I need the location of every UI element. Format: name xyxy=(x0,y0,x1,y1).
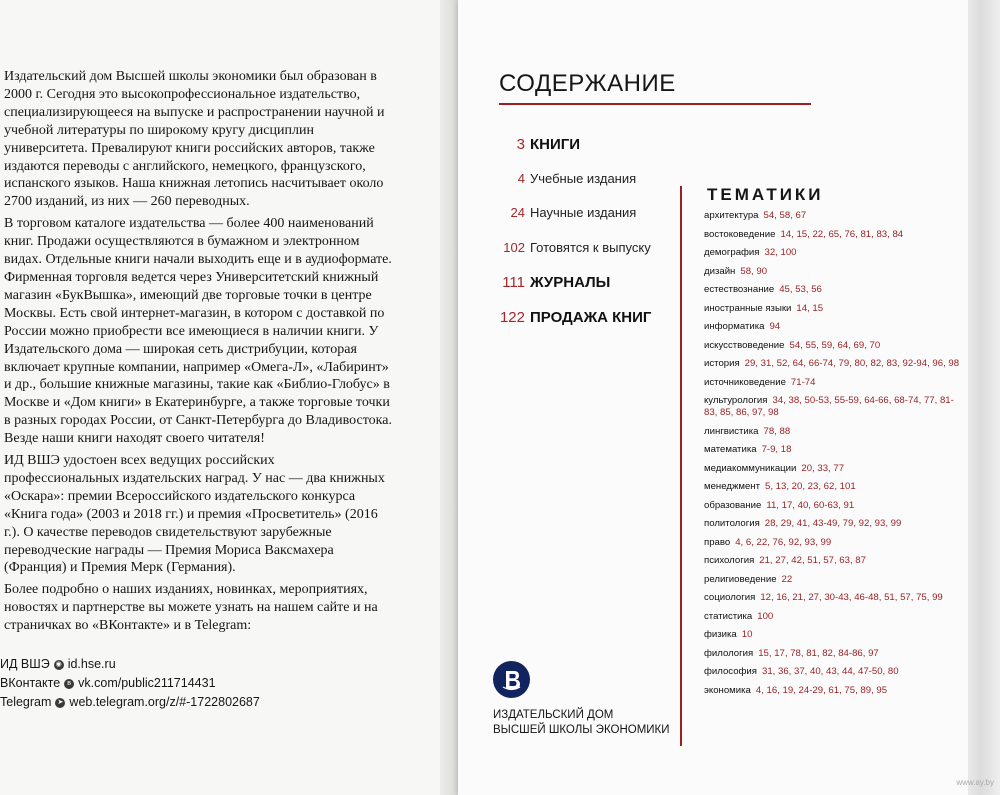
theme-item[interactable] xyxy=(704,481,964,493)
theme-label: лингвистика xyxy=(704,425,759,437)
book-gutter xyxy=(440,0,458,795)
publisher-line-2: ВЫСШЕЙ ШКОЛЫ ЭКОНОМИКИ xyxy=(493,724,670,736)
theme-item[interactable] xyxy=(704,229,964,241)
theme-pages: 58, 90 xyxy=(740,265,768,277)
theme-label: история xyxy=(704,358,740,369)
theme-item[interactable] xyxy=(704,321,964,333)
toc-page-number: 111 xyxy=(502,274,525,291)
theme-label: искусствоведение xyxy=(704,339,785,351)
theme-label: политология xyxy=(704,518,760,529)
theme-pages: 54, 55, 59, 64, 69, 70 xyxy=(789,339,881,351)
theme-item[interactable] xyxy=(704,685,964,697)
theme-label: статистика xyxy=(704,610,753,622)
vk-icon: в xyxy=(64,679,74,689)
theme-item[interactable] xyxy=(704,463,964,475)
toc-label: Научные издания xyxy=(530,205,637,220)
theme-pages: 34, 38, 50-53, 55-59, 64-66, 68-74, 77, 81-83, 85, 86, 97, 98 xyxy=(704,395,954,418)
theme-pages: 15, 17, 78, 81, 82, 84-86, 97 xyxy=(758,647,879,659)
theme-pages: 100 xyxy=(757,610,774,622)
theme-item[interactable] xyxy=(704,574,964,586)
intro-text xyxy=(4,68,392,639)
theme-item[interactable] xyxy=(704,377,964,389)
toc-label: Готовятся к выпуску xyxy=(530,239,651,255)
left-page xyxy=(0,0,440,795)
intro-paragraph-4: Более подробно о наших изданиях, новинках, мероприятиях, новостях и партнерстве вы можете узнать на нашем сайте и на страничках во «ВКонтакте» и в Telegram: xyxy=(4,582,378,634)
watermark: www.ay.by xyxy=(956,778,994,787)
intro-paragraph-1: Издательский дом Высшей школы экономики был образован в 2000 г. Сегодня это высокопрофессиональное издательство, специализирующееся на выпуске и распространении научной и учебной литературы по широкому кругу дисциплин университета. Превалируют книги российских авторов, также издаются переводы с английского, немецкого, французского, испанского языков. Наша книжная летопись насчитывает около 2700 изданий, из них — 260 переводных. xyxy=(4,69,385,210)
toc-page-number: 4 xyxy=(517,170,525,186)
theme-pages: 71-74 xyxy=(790,376,816,388)
theme-label: дизайн xyxy=(704,265,736,277)
contact-label: Telegram xyxy=(0,695,52,709)
theme-label: источниковедение xyxy=(704,376,786,388)
toc-label: ПРОДАЖА КНИГ xyxy=(530,308,652,326)
themes-list xyxy=(704,210,964,703)
theme-pages: 21, 27, 42, 51, 57, 63, 87 xyxy=(759,555,866,566)
theme-pages: 20, 33, 77 xyxy=(801,462,845,474)
themes-divider xyxy=(680,186,682,746)
intro-paragraph-2: В торговом каталоге издательства — более 400 наименований книг. Продажи осуществляются в бумажном и электронном видах. Отдельные книги начали выходить еще и в аудиоформате. Фирменная торговля ведется через Университетский книжный магазин «БукВышка», имеющий две торговые точки в центре Москвы. Есть свой интернет-магазин, в котором с доставкой по России можно приобрести все имеющиеся в наличии книги. У Издательского дома — широкая сеть дистрибуции, которая включает крупные компании, например «Омега-Л», «Лабиринт» и др., большие книжные магазины, такие как «Библио-Глобус» в Москве и «Дом книги» в Екатеринбурге, а также торговые точки в разных городах России, от Санкт-Петербурга до Владивостока. Везде наши книги находят своего читателя! xyxy=(4,216,392,447)
theme-label: философия xyxy=(704,666,757,677)
theme-pages: 94 xyxy=(769,321,781,332)
theme-item[interactable] xyxy=(704,537,964,549)
theme-item[interactable] xyxy=(704,284,964,296)
intro-paragraph-3: ИД ВШЭ удостоен всех ведущих российских профессиональных издательских наград. У нас — два книжных «Оскара»: премии Всероссийского издательского конкурса «Книга года» (2003 и 2018 гг.) и премия «Просветитель» (2016 г.). О качестве переводов свидетельствуют зарубежные переводческие награды — Премия Мориса Ваксмахера (Франция) и Премия Мерк (Германия). xyxy=(4,453,385,576)
theme-label: иностранные языки xyxy=(704,302,792,314)
toc-title: СОДЕРЖАНИЕ xyxy=(499,70,676,97)
theme-item[interactable] xyxy=(704,395,964,419)
theme-pages: 14, 15 xyxy=(796,302,824,314)
theme-label: естествознание xyxy=(704,284,775,295)
theme-item[interactable] xyxy=(704,266,964,278)
theme-item[interactable] xyxy=(704,518,964,530)
theme-pages: 11, 17, 40, 60-63, 91 xyxy=(766,499,855,511)
theme-label: психология xyxy=(704,555,755,566)
theme-item[interactable] xyxy=(704,303,964,315)
theme-pages: 5, 13, 20, 23, 62, 101 xyxy=(765,481,856,492)
toc-page-number: 3 xyxy=(516,136,525,153)
theme-pages: 45, 53, 56 xyxy=(779,284,822,295)
theme-item[interactable] xyxy=(704,247,964,259)
page-edge xyxy=(968,0,1000,795)
theme-pages: 22 xyxy=(781,573,793,585)
theme-label: социология xyxy=(704,592,756,603)
toc-page-number: 24 xyxy=(510,205,525,220)
theme-item[interactable] xyxy=(704,426,964,438)
vk-link[interactable]: vk.com/public211714431 xyxy=(78,676,216,690)
theme-pages: 12, 16, 21, 27, 30-43, 46-48, 51, 57, 75, 99 xyxy=(760,592,943,603)
theme-label: физика xyxy=(704,629,737,640)
theme-pages: 10 xyxy=(741,629,753,640)
theme-label: менеджмент xyxy=(704,481,760,492)
theme-item[interactable] xyxy=(704,340,964,352)
theme-item[interactable] xyxy=(704,592,964,604)
telegram-link[interactable]: web.telegram.org/z/#-1722802687 xyxy=(69,695,260,709)
toc-label: ЖУРНАЛЫ xyxy=(530,274,611,291)
theme-label: медиакоммуникации xyxy=(704,462,797,474)
theme-label: экономика xyxy=(704,684,751,696)
theme-item[interactable] xyxy=(704,210,964,222)
contact-label: ВКонтакте xyxy=(0,676,61,690)
theme-item[interactable] xyxy=(704,611,964,623)
theme-label: математика xyxy=(704,444,757,455)
theme-item[interactable] xyxy=(704,555,964,567)
theme-item[interactable] xyxy=(704,666,964,678)
theme-item[interactable] xyxy=(704,500,964,512)
hse-logo-icon xyxy=(493,661,530,698)
contact-row-website xyxy=(0,655,260,674)
contact-row-telegram xyxy=(0,693,260,712)
toc-label: Учебные издания xyxy=(530,170,637,186)
contact-label: ИД ВШЭ xyxy=(0,657,50,671)
toc-page-number: 122 xyxy=(499,308,525,326)
toc-label: КНИГИ xyxy=(530,136,581,153)
theme-label: архитектура xyxy=(704,210,759,221)
theme-item[interactable] xyxy=(704,648,964,660)
theme-pages: 4, 16, 19, 24-29, 61, 75, 89, 95 xyxy=(755,684,888,696)
theme-pages: 7-9, 18 xyxy=(761,444,792,455)
theme-label: культурология xyxy=(704,395,768,406)
theme-item[interactable] xyxy=(704,358,964,370)
theme-pages: 29, 31, 52, 64, 66-74, 79, 80, 82, 83, 92-94, 96, 98 xyxy=(744,358,960,369)
contact-row-vk xyxy=(0,674,260,693)
theme-label: религиоведение xyxy=(704,573,777,585)
theme-pages: 32, 100 xyxy=(764,247,797,258)
themes-title: ТЕМАТИКИ xyxy=(707,185,824,204)
website-link[interactable]: id.hse.ru xyxy=(67,657,116,671)
publisher-line-1: ИЗДАТЕЛЬСКИЙ ДОМ xyxy=(493,709,614,721)
theme-pages: 14, 15, 22, 65, 76, 81, 83, 84 xyxy=(780,228,904,240)
publisher-name xyxy=(493,708,670,738)
theme-pages: 54, 58, 67 xyxy=(763,210,807,221)
toc-divider xyxy=(499,103,811,105)
theme-label: право xyxy=(704,536,731,548)
theme-label: демография xyxy=(704,247,760,258)
theme-pages: 78, 88 xyxy=(763,425,791,437)
toc-page-number: 102 xyxy=(503,239,525,255)
theme-item[interactable] xyxy=(704,629,964,641)
theme-label: образование xyxy=(704,499,762,511)
theme-label: информатика xyxy=(704,321,765,332)
theme-label: востоковедение xyxy=(704,228,776,240)
theme-pages: 31, 36, 37, 40, 43, 44, 47-50, 80 xyxy=(761,666,899,677)
theme-label: филология xyxy=(704,647,754,659)
theme-item[interactable] xyxy=(704,444,964,456)
globe-icon: ◉ xyxy=(55,660,62,668)
contact-list xyxy=(0,655,260,712)
telegram-icon: ➤ xyxy=(55,698,65,708)
theme-pages: 28, 29, 41, 43-49, 79, 92, 93, 99 xyxy=(764,518,902,529)
theme-pages: 4, 6, 22, 76, 92, 93, 99 xyxy=(735,536,832,548)
